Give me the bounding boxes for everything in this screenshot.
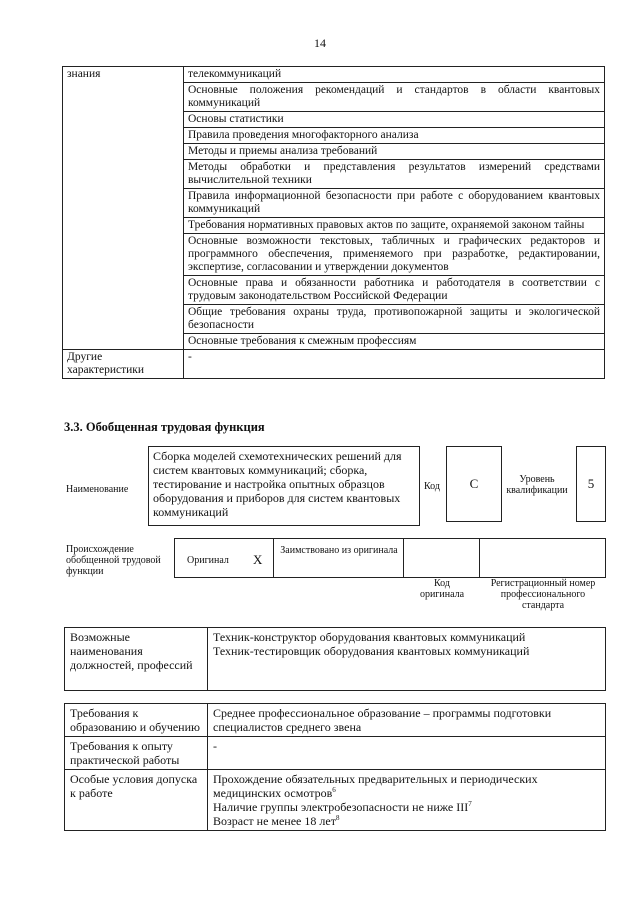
access-item: Возраст не менее 18 лет$^8$ [213,814,340,828]
experience-label: Требования к опыту практической работы [65,737,208,770]
footnote-ref: 7 [468,800,472,808]
origin-box [174,538,606,578]
knowledge-item: Методы и приемы анализа требований [184,144,605,160]
divider [273,539,274,577]
other-characteristics-label: Другие характеристики [63,350,184,379]
education-label: Требования к образованию и обучению [65,704,208,737]
level-label: Уровень квалификации [506,474,568,496]
knowledge-item: Основные положения рекомендаций и стандартов в области квантовых коммуникаций [184,83,605,112]
origin-label: Происхождение обобщенной трудовой функции [66,544,161,577]
access-item: Прохождение обязательных предварительных и периодических медицинских осмотров$^6$ [213,772,538,800]
knowledge-item: Методы обработки и представления результатов измерений средствами вычислительной техники [184,160,605,189]
code-value: C [446,446,502,522]
experience-value: - [208,737,606,770]
positions-table [64,627,606,691]
knowledge-item: Требования нормативных правовых актов по защите, охраняемой законом тайны [184,218,605,234]
knowledge-item: телекоммуникаций [184,67,605,83]
knowledge-item: Основные права и обязанности работника и работодателя в соответствии с трудовым законодательством Российской Федерации [184,276,605,305]
knowledge-item: Правила проведения многофакторного анализа [184,128,605,144]
knowledge-table [62,66,605,379]
access-conditions [208,770,606,831]
footnote-ref: 8 [335,814,340,822]
requirements-table [64,703,606,831]
knowledge-item: Основные требования к смежным профессиям [184,334,605,350]
registration-caption: Регистрационный номер профессионального стандарта [490,578,596,611]
code-original-caption: Код оригинала [419,578,465,600]
code-label: Код [424,481,440,492]
borrowed-label: Заимствовано из оригинала [280,545,398,556]
divider [403,539,404,577]
positions-label: Возможные наименования должностей, профессий [65,628,208,691]
access-item: Наличие группы электробезопасности не ниже III$^7$ [213,800,472,814]
position-item: Техник-конструктор оборудования квантовых коммуникаций [213,630,526,644]
position-item: Техник-тестировщик оборудования квантовых коммуникаций [213,644,530,658]
knowledge-item: Основы статистики [184,112,605,128]
other-characteristics-value: - [184,350,605,379]
page-number: 14 [314,36,326,50]
knowledge-item: Основные возможности текстовых, табличных и графических редакторов и программного обеспечения, применяемого при разработке, редактировании, экспертизе, согласовании и утверждении документов [184,234,605,276]
access-label: Особые условия допуска к работе [65,770,208,831]
footnote-ref: 6 [332,786,336,794]
original-label: Оригинал [187,555,229,566]
name-label: Наименование [66,484,129,495]
divider [479,539,480,577]
knowledge-item: Правила информационной безопасности при работе с оборудованием квантовых коммуникаций [184,189,605,218]
section-title: 3.3. Обобщенная трудовая функция [64,420,265,434]
original-mark: X [253,552,263,567]
knowledge-label: знания [63,67,184,350]
education-value: Среднее профессиональное образование – программы подготовки специалистов среднего звена [208,704,606,737]
function-name: Сборка моделей схемотехнических решений для систем квантовых коммуникаций; сборка, тестирование и настройка опытных образцов оборудования и приборов для систем квантовых коммуникаций [148,446,420,526]
knowledge-item: Общие требования охраны труда, противопожарной защиты и экологической безопасности [184,305,605,334]
level-value: 5 [576,446,606,522]
